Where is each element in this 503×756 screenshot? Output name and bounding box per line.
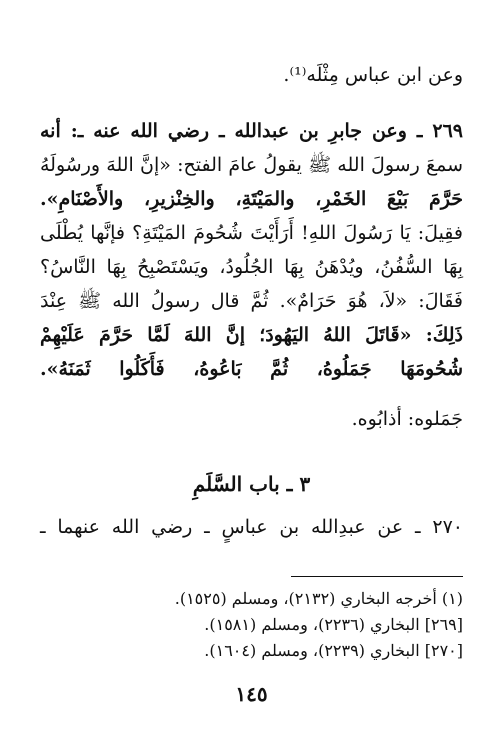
hadith-270-line-1: ٢٧٠ ـ عن عبدِالله بن عباسٍ ـ رضي الله عنهما ـ	[40, 516, 463, 538]
hadith-269-line-2: سمعَ رسولَ الله ﷺ يقولُ عامَ الفتح: «إنَّ اللهَ ورسُولَهُ	[40, 154, 463, 176]
hadith-269-line-8: شُحُومَهَا جَمَلُوهُ، ثُمَّ بَاعُوهُ، فَأَكَلُوا ثَمَنَهُ».	[40, 358, 463, 380]
footnote-1: (١) أخرجه البخاري (٢١٣٢)، ومسلم (١٥٢٥).	[174, 589, 463, 608]
page-number: ١٤٥	[235, 682, 268, 706]
footnote-269: [٢٦٩] البخاري (٢٢٣٦)، ومسلم (١٥٨١).	[204, 615, 463, 634]
intro-line: وعن ابن عباس مِثْلَه⁽¹⁾.	[283, 64, 463, 86]
hadith-269-line-1: ٢٦٩ ـ وعن جابرِ بن عبدالله ـ رضي الله عنه ـ: أنه	[40, 120, 463, 142]
hadith-269-line-6: فَقَالَ: «لاَ، هُوَ حَرَامٌ». ثُمَّ قال رسولُ الله ﷺ عِنْدَ	[40, 290, 463, 312]
footnote-separator	[291, 576, 463, 577]
gloss-line: جَمَلوه: أذابُوه.	[351, 408, 463, 430]
hadith-269-line-3: حَرَّمَ بَيْعَ الخَمْرِ، والمَيْتَةِ، والخِنْزيرِ، والأَصْنَامِ».	[40, 188, 463, 210]
hadith-269-line-5: بِهَا السُّفُنُ، ويُدْهَنُ بِهَا الجُلُودُ، ويَسْتَصْبِحُ بِهَا النَّاسُ؟	[40, 256, 463, 278]
chapter-heading: ٣ ـ باب السَّلَمِ	[192, 472, 311, 496]
hadith-269-line-4: فقِيلَ: يَا رَسُولَ اللهِ! أَرَأَيْتَ شُحُومَ المَيْتَةِ؟ فإنَّها يُطْلَى	[40, 222, 463, 244]
hadith-269-line-7: ذَلِكَ: «قَاتَلَ اللهُ اليَهُودَ؛ إنَّ اللهَ لَمَّا حَرَّمَ عَلَيْهِمْ	[40, 324, 463, 346]
footnote-270: [٢٧٠] البخاري (٢٢٣٩)، ومسلم (١٦٠٤).	[204, 641, 463, 660]
